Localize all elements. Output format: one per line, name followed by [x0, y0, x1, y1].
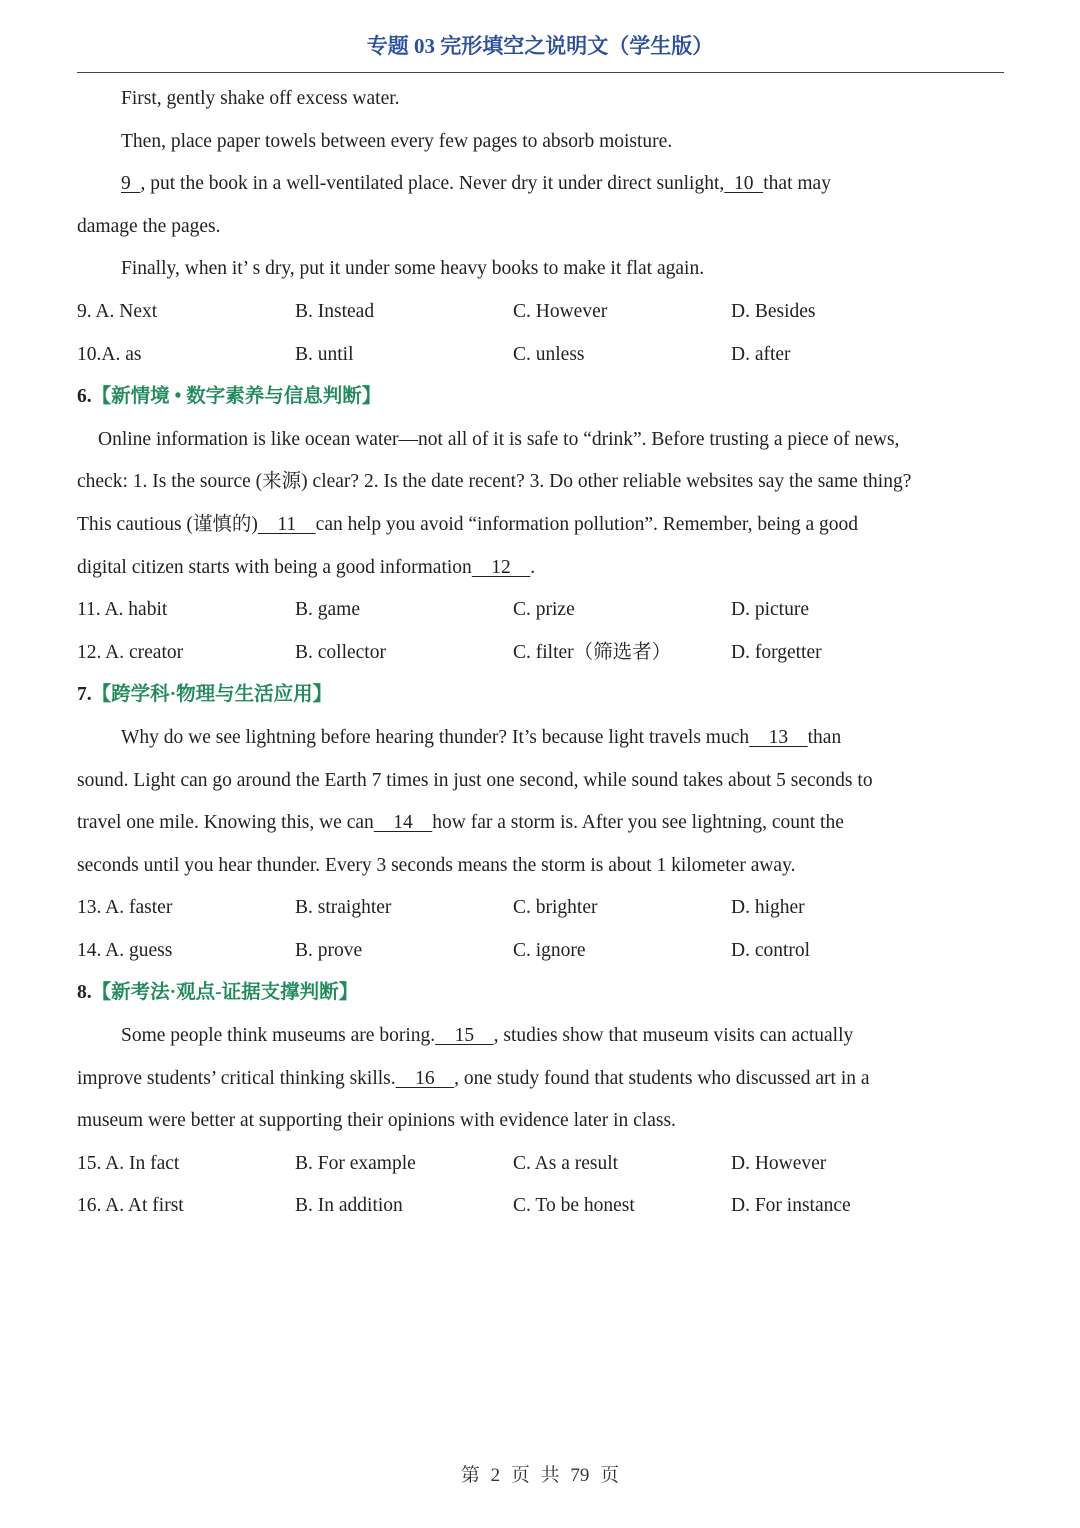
passage7-text: than — [807, 726, 842, 748]
section-number: 7. — [77, 684, 92, 706]
blank-14: 14 — [373, 812, 433, 834]
option: C. However — [513, 300, 608, 322]
blank-11: 11 — [257, 513, 316, 535]
blank-10: 10 — [724, 173, 764, 195]
option: C. To be honest — [513, 1195, 635, 1217]
passage6-text: digital citizen starts with being a good information — [77, 556, 472, 578]
option: 13. A. faster — [77, 897, 173, 919]
passage8-text: Some people think museums are boring. — [121, 1025, 436, 1047]
passage6-text: can help you avoid “information pollution”. Remember, being a good — [315, 513, 859, 535]
blank-9: 9 — [121, 173, 141, 195]
passage5-line1: First, gently shake off excess water. — [121, 88, 400, 109]
option: C. As a result — [513, 1152, 619, 1174]
passage6-line2: check: 1. Is the source (来源) clear? 2. Is the date recent? 3. Do other reliable websites say the same thing? — [77, 471, 912, 493]
passage6-text: . — [530, 556, 536, 578]
option: B. prove — [295, 939, 363, 961]
section-6-heading — [77, 376, 1017, 419]
question-11-options — [77, 589, 1017, 632]
passage8-line3: museum were better at supporting their opinions with evidence later in class. — [77, 1110, 676, 1132]
passage7-text: how far a storm is. After you see lightning, count the — [432, 812, 844, 834]
passage7-line2: sound. Light can go around the Earth 7 times in just one second, while sound takes about 5 seconds to — [77, 769, 873, 791]
option: C. unless — [513, 343, 585, 365]
option: C. brighter — [513, 897, 598, 919]
option: 10.A. as — [77, 343, 142, 365]
option: D. For instance — [731, 1195, 851, 1217]
passage8-text: improve students’ critical thinking skills. — [77, 1067, 396, 1089]
section-8-heading — [77, 972, 1017, 1015]
blank-15: 15 — [435, 1025, 494, 1047]
blank-13: 13 — [749, 726, 808, 748]
passage8-line1 — [77, 1015, 1017, 1058]
passage7-line1 — [77, 717, 1017, 760]
passage7-text: Why do we see lightning before hearing thunder? It’s because light travels much — [121, 726, 750, 748]
option: 16. A. At first — [77, 1195, 184, 1217]
section-number: 6. — [77, 386, 92, 408]
option: B. straighter — [295, 897, 392, 919]
question-12-options — [77, 632, 1017, 675]
section-title: 【跨学科·物理与生活应用】 — [91, 684, 333, 706]
option: C. prize — [513, 599, 575, 621]
passage5-line3 — [77, 163, 1017, 206]
passage5-text: , put the book in a well-ventilated place. Never dry it under direct sunlight, — [140, 173, 725, 195]
passage8-text: , studies show that museum visits can actually — [493, 1025, 854, 1047]
option: D. higher — [731, 897, 805, 919]
passage6-line1: Online information is like ocean water—not all of it is safe to “drink”. Before trusting a piece of news, — [98, 428, 900, 450]
section-title: 【新情境 • 数字素养与信息判断】 — [91, 386, 382, 408]
page-header-title: 专题 03 完形填空之说明文（学生版） — [366, 34, 714, 58]
option: C. ignore — [513, 939, 586, 961]
document-body — [77, 78, 1017, 1228]
passage5-line2: Then, place paper towels between every few pages to absorb moisture. — [121, 130, 673, 152]
question-10-options — [77, 334, 1017, 377]
passage7-text: travel one mile. Knowing this, we can — [77, 812, 374, 834]
option: D. after — [731, 343, 791, 365]
blank-12: 12 — [471, 556, 531, 578]
section-title: 【新考法·观点-证据支撑判断】 — [91, 982, 359, 1004]
passage8-line2 — [77, 1058, 1017, 1101]
question-15-options — [77, 1143, 1017, 1186]
option: D. Besides — [731, 300, 816, 322]
passage8-text: , one study found that students who discussed art in a — [454, 1067, 870, 1089]
passage7-line3 — [77, 802, 1017, 845]
passage7-line4: seconds until you hear thunder. Every 3 seconds means the storm is about 1 kilometer away. — [77, 854, 796, 876]
option: B. For example — [295, 1152, 416, 1174]
option: D. picture — [731, 599, 809, 621]
option: B. collector — [295, 641, 386, 663]
option: 11. A. habit — [77, 599, 168, 621]
option: 15. A. In fact — [77, 1152, 180, 1174]
passage6-line4 — [77, 547, 1017, 590]
blank-16: 16 — [395, 1067, 455, 1089]
question-14-options — [77, 930, 1017, 973]
option: B. game — [295, 599, 360, 621]
option: D. control — [731, 939, 811, 961]
option: 12. A. creator — [77, 641, 184, 663]
option: D. However — [731, 1152, 827, 1174]
section-number: 8. — [77, 982, 92, 1004]
passage6-line3 — [77, 504, 1017, 547]
question-9-options — [77, 291, 1017, 334]
option: B. Instead — [295, 300, 375, 322]
option: C. filter（筛选者） — [513, 641, 672, 663]
option: B. In addition — [295, 1195, 403, 1217]
passage5-text: that may — [763, 173, 831, 195]
page-number-footer: 第 2 页 共 79 页 — [460, 1465, 620, 1486]
passage5-line5: Finally, when it’ s dry, put it under some heavy books to make it flat again. — [121, 258, 705, 280]
question-16-options — [77, 1185, 1017, 1228]
passage6-text: This cautious (谨慎的) — [77, 513, 258, 535]
option: D. forgetter — [731, 641, 822, 663]
section-7-heading — [77, 674, 1017, 717]
option: 9. A. Next — [77, 300, 158, 322]
option: B. until — [295, 343, 354, 365]
option: 14. A. guess — [77, 939, 173, 961]
passage5-line4: damage the pages. — [77, 215, 221, 237]
question-13-options — [77, 887, 1017, 930]
header-divider — [77, 72, 1004, 73]
